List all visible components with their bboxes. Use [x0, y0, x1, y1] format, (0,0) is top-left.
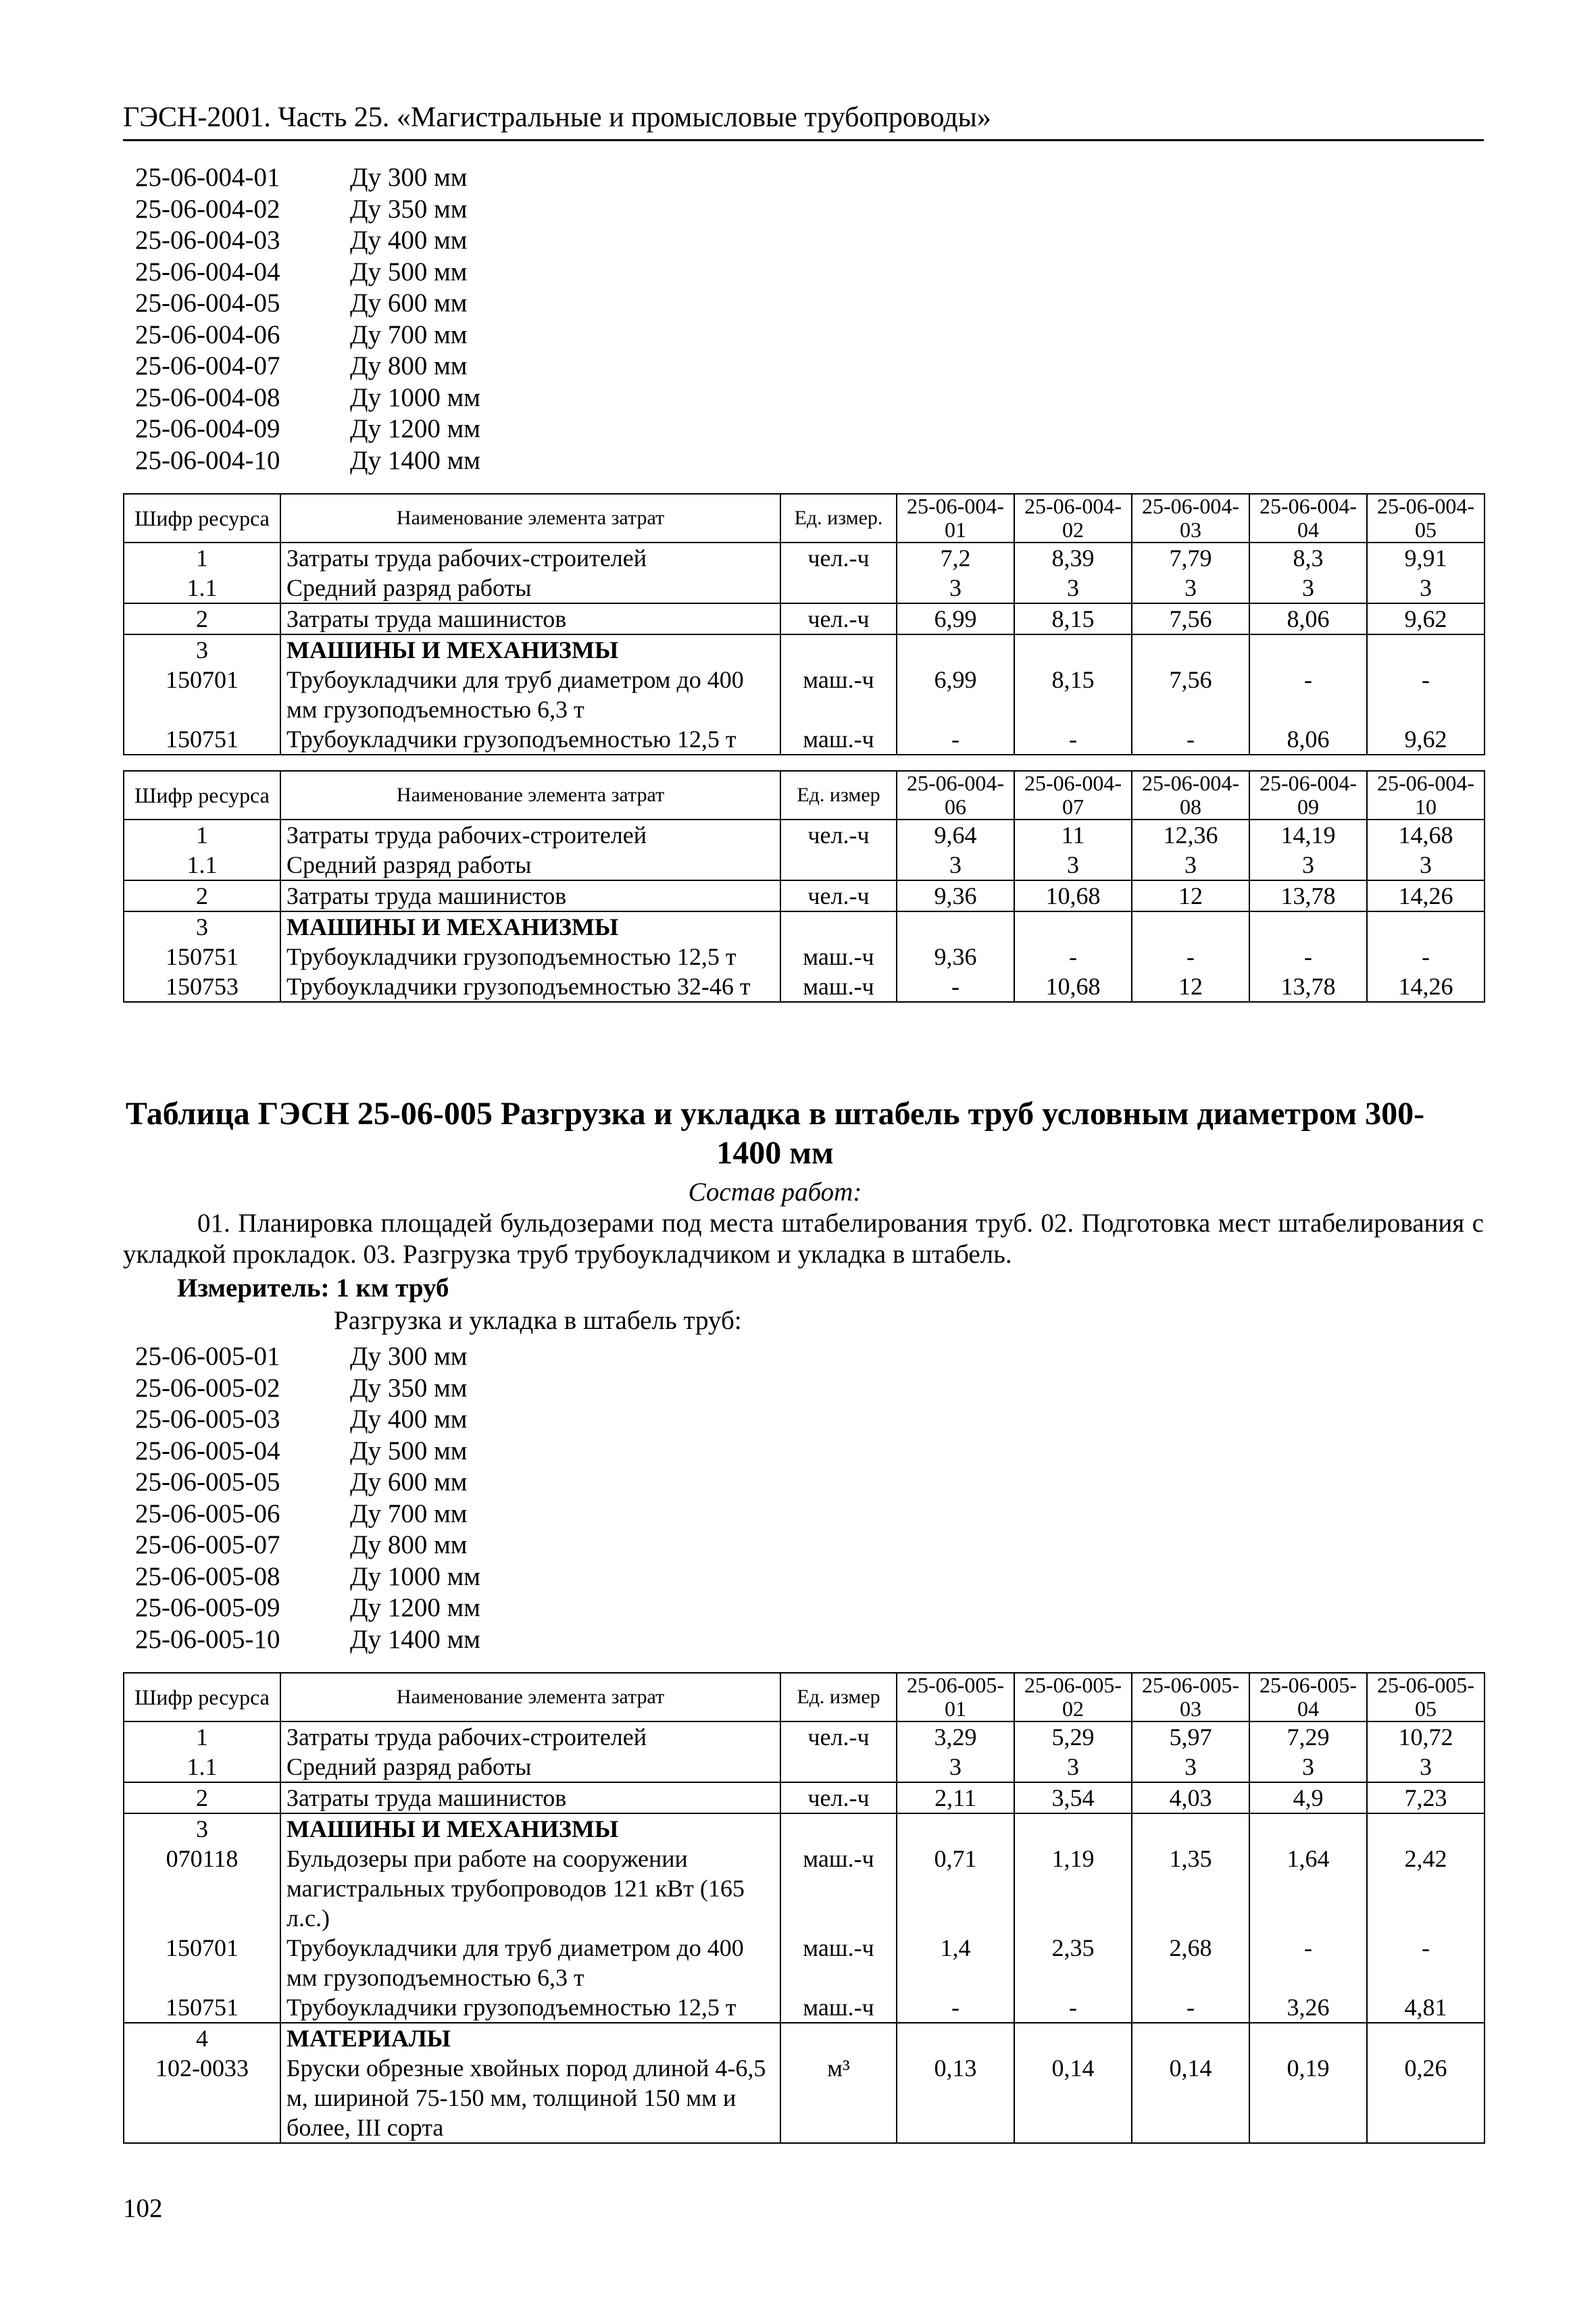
table-title: Таблица ГЭСН 25-06-005 Разгрузка и укладка в штабель труб условным диаметром 300-1400 мм: [125, 1096, 1425, 1171]
cell-value: 12: [1132, 972, 1249, 1002]
cell-value: 10,68: [1014, 972, 1132, 1002]
header-unit: Ед. измер.: [780, 494, 897, 543]
cell-empty: [1132, 911, 1249, 942]
item-name: Ду 1400 мм: [350, 1624, 480, 1654]
item-code: 25-06-005-06: [135, 1499, 280, 1528]
cell-empty: [1367, 1813, 1485, 1844]
composition-title: Состав работ:: [688, 1178, 862, 1207]
item-name: Ду 800 мм: [350, 1530, 468, 1559]
cell-value: 12,36: [1132, 820, 1249, 850]
item-name: Ду 300 мм: [350, 163, 468, 192]
header-col: 25-06-004-03: [1132, 494, 1249, 543]
cell-value: 3: [897, 1752, 1014, 1782]
table-row: [124, 2053, 1485, 2143]
table-header-row: [124, 494, 1485, 543]
cell-code: 3: [124, 911, 280, 942]
cell-value: 8,3: [1249, 543, 1367, 573]
header-name: Наименование элемента затрат: [280, 771, 780, 820]
cell-unit: [780, 850, 897, 880]
cell-unit: маш.-ч: [780, 665, 897, 724]
list-item: [135, 320, 480, 351]
resource-table-004-b: [123, 770, 1485, 1003]
cell-value: 3: [1367, 1752, 1485, 1782]
table-row: [124, 1782, 1485, 1813]
item-name: Ду 1000 мм: [350, 382, 480, 412]
page-number: 102: [123, 2194, 163, 2223]
cell-value: 1,19: [1014, 1844, 1132, 1933]
list-item: [135, 288, 480, 320]
cell-value: 5,97: [1132, 1721, 1249, 1752]
table-row: [124, 972, 1485, 1002]
cell-unit: [780, 1752, 897, 1782]
cell-code: 150701: [124, 1933, 280, 1992]
resource-table-005: [123, 1672, 1485, 2144]
table-row: [124, 603, 1485, 634]
cell-value: -: [1249, 665, 1367, 724]
cell-empty: [780, 2023, 897, 2053]
cell-code: 2: [124, 880, 280, 911]
cell-name: Затраты труда машинистов: [280, 880, 780, 911]
cell-code: 150753: [124, 972, 280, 1002]
cell-value: 7,29: [1249, 1721, 1367, 1752]
cell-value: 9,64: [897, 820, 1014, 850]
header-unit: Ед. измер: [780, 771, 897, 820]
cell-code: 1: [124, 1721, 280, 1752]
cell-value: 3: [897, 573, 1014, 603]
cell-value: 3: [1132, 850, 1249, 880]
cell-value: 9,36: [897, 942, 1014, 972]
cell-value: -: [1132, 1992, 1249, 2023]
cell-value: 2,42: [1367, 1844, 1485, 1933]
item-name: Ду 1200 мм: [350, 414, 480, 443]
list-item: [135, 257, 480, 288]
cell-name: Средний разряд работы: [280, 1752, 780, 1782]
item-code: 25-06-005-05: [135, 1467, 280, 1496]
cell-code: 150751: [124, 724, 280, 755]
item-code: 25-06-004-09: [135, 414, 280, 443]
cell-empty: [897, 1813, 1014, 1844]
cell-empty: [1132, 1813, 1249, 1844]
item-name: Ду 700 мм: [350, 320, 468, 349]
cell-value: -: [1367, 665, 1485, 724]
cell-empty: [897, 634, 1014, 665]
cell-section-name: МАШИНЫ И МЕХАНИЗМЫ: [280, 911, 780, 942]
cell-value: -: [1014, 1992, 1132, 2023]
header-name: Наименование элемента затрат: [280, 1673, 780, 1721]
cell-empty: [1132, 2023, 1249, 2053]
item-name: Ду 600 мм: [350, 288, 468, 318]
cell-name: Трубоукладчики грузоподъемностью 12,5 т: [280, 1992, 780, 2023]
cell-value: 3: [1014, 850, 1132, 880]
item-code: 25-06-004-04: [135, 257, 280, 286]
cell-unit: маш.-ч: [780, 1992, 897, 2023]
cell-value: -: [897, 724, 1014, 755]
header-col: 25-06-004-01: [897, 494, 1014, 543]
table-row: [124, 911, 1485, 942]
cell-code: 1: [124, 543, 280, 573]
item-code: 25-06-004-03: [135, 226, 280, 255]
cell-name: Затраты труда рабочих-строителей: [280, 820, 780, 850]
item-code: 25-06-004-10: [135, 445, 280, 475]
cell-value: 7,2: [897, 543, 1014, 573]
cell-value: 4,9: [1249, 1782, 1367, 1813]
list-item: [135, 1373, 480, 1405]
header-name: Наименование элемента затрат: [280, 494, 780, 543]
cell-value: 13,78: [1249, 972, 1367, 1002]
item-code: 25-06-005-03: [135, 1405, 280, 1434]
list-item: [135, 1530, 480, 1561]
table-row: [124, 573, 1485, 603]
cell-name: Трубоукладчики для труб диаметром до 400 мм грузоподъемностью 6,3 т: [280, 665, 780, 724]
cell-code: 1.1: [124, 1752, 280, 1782]
cell-name: Затраты труда рабочих-строителей: [280, 1721, 780, 1752]
list-item: [135, 1436, 480, 1467]
cell-unit: чел.-ч: [780, 820, 897, 850]
cell-name: Средний разряд работы: [280, 573, 780, 603]
cell-unit: [780, 573, 897, 603]
header-col: 25-06-004-08: [1132, 771, 1249, 820]
item-code: 25-06-005-02: [135, 1373, 280, 1403]
cell-section-name: МАТЕРИАЛЫ: [280, 2023, 780, 2053]
item-code: 25-06-005-10: [135, 1624, 280, 1654]
item-name: Ду 400 мм: [350, 1405, 468, 1434]
cell-value: 8,39: [1014, 543, 1132, 573]
cell-value: 2,68: [1132, 1933, 1249, 1992]
cell-value: -: [1367, 942, 1485, 972]
cell-name: Средний разряд работы: [280, 850, 780, 880]
cell-value: 3: [1249, 1752, 1367, 1782]
list-item: [135, 1592, 480, 1624]
item-name: Ду 1200 мм: [350, 1593, 480, 1622]
cell-value: 1,4: [897, 1933, 1014, 1992]
cell-section-name: МАШИНЫ И МЕХАНИЗМЫ: [280, 634, 780, 665]
cell-value: 0,13: [897, 2053, 1014, 2143]
cell-value: 14,19: [1249, 820, 1367, 850]
header-col: 25-06-005-04: [1249, 1673, 1367, 1721]
item-code: 25-06-005-08: [135, 1561, 280, 1591]
cell-value: 3: [1132, 1752, 1249, 1782]
header-col: 25-06-005-05: [1367, 1673, 1485, 1721]
cell-empty: [1014, 634, 1132, 665]
header-col: 25-06-004-06: [897, 771, 1014, 820]
cell-value: 3: [1132, 573, 1249, 603]
composition-text: 01. Планировка площадей бульдозерами под места штабелирования труб. 02. Подготовка мест штабелирования с укладкой прокладок. 03. Разгрузка труб трубоукладчиком и укладка в штабель.: [123, 1209, 1484, 1269]
cell-value: 3: [1249, 573, 1367, 603]
page-header: ГЭСН-2001. Часть 25. «Магистральные и промысловые трубопроводы»: [123, 100, 1484, 141]
cell-name: Трубоукладчики для труб диаметром до 400 мм грузоподъемностью 6,3 т: [280, 1933, 780, 1992]
cell-value: 14,26: [1367, 880, 1485, 911]
cell-value: 5,29: [1014, 1721, 1132, 1752]
cell-value: 3,54: [1014, 1782, 1132, 1813]
list-item: [135, 1467, 480, 1499]
item-name: Ду 1400 мм: [350, 445, 480, 475]
cell-unit: чел.-ч: [780, 543, 897, 573]
cell-code: 2: [124, 1782, 280, 1813]
cell-empty: [1014, 1813, 1132, 1844]
cell-name: Затраты труда машинистов: [280, 1782, 780, 1813]
cell-empty: [1367, 2023, 1485, 2053]
table-row: [124, 665, 1485, 724]
header-col: 25-06-004-04: [1249, 494, 1367, 543]
list-item: [135, 1624, 480, 1656]
table-row: [124, 880, 1485, 911]
cell-value: -: [897, 972, 1014, 1002]
cell-code: 1: [124, 820, 280, 850]
cell-empty: [897, 911, 1014, 942]
cell-empty: [1249, 634, 1367, 665]
cell-value: 8,15: [1014, 665, 1132, 724]
cell-value: 10,68: [1014, 880, 1132, 911]
cell-value: 3,26: [1249, 1992, 1367, 2023]
cell-code: 150751: [124, 1992, 280, 2023]
cell-value: 3: [1014, 1752, 1132, 1782]
cell-value: -: [897, 1992, 1014, 2023]
table-row: [124, 1933, 1485, 1992]
list-item: [135, 1404, 480, 1436]
cell-empty: [780, 1813, 897, 1844]
cell-empty: [1132, 634, 1249, 665]
cell-name: Затраты труда рабочих-строителей: [280, 543, 780, 573]
cell-value: 14,26: [1367, 972, 1485, 1002]
table-row: [124, 1721, 1485, 1752]
item-name: Ду 500 мм: [350, 257, 468, 286]
cell-value: 0,14: [1014, 2053, 1132, 2143]
item-code: 25-06-005-09: [135, 1593, 280, 1622]
cell-value: 8,06: [1249, 724, 1367, 755]
cell-value: 3,29: [897, 1721, 1014, 1752]
table-row: [124, 634, 1485, 665]
cell-code: 150751: [124, 942, 280, 972]
cell-value: 0,19: [1249, 2053, 1367, 2143]
cell-value: 12: [1132, 880, 1249, 911]
item-code: 25-06-004-07: [135, 351, 280, 380]
cell-value: 8,06: [1249, 603, 1367, 634]
table-row: [124, 820, 1485, 850]
cell-value: -: [1014, 942, 1132, 972]
cell-value: 2,35: [1014, 1933, 1132, 1992]
cell-value: 9,36: [897, 880, 1014, 911]
header-col: 25-06-004-09: [1249, 771, 1367, 820]
cell-value: 3: [1014, 573, 1132, 603]
list-item: [135, 225, 480, 257]
cell-unit: чел.-ч: [780, 880, 897, 911]
cell-value: 1,64: [1249, 1844, 1367, 1933]
cell-value: -: [1014, 724, 1132, 755]
item-name: Ду 300 мм: [350, 1342, 468, 1371]
cell-unit: м³: [780, 2053, 897, 2143]
cell-value: 9,91: [1367, 543, 1485, 573]
list-item: [135, 1499, 480, 1530]
cell-empty: [1367, 911, 1485, 942]
cell-value: 1,35: [1132, 1844, 1249, 1933]
cell-empty: [897, 2023, 1014, 2053]
item-name: Ду 800 мм: [350, 351, 468, 380]
cell-code: 1.1: [124, 573, 280, 603]
cell-value: 4,03: [1132, 1782, 1249, 1813]
cell-code: 070118: [124, 1844, 280, 1933]
cell-code: 2: [124, 603, 280, 634]
cell-name: Трубоукладчики грузоподъемностью 12,5 т: [280, 724, 780, 755]
cell-value: 9,62: [1367, 603, 1485, 634]
cell-unit: чел.-ч: [780, 1782, 897, 1813]
cell-code: 102-0033: [124, 2053, 280, 2143]
header-code: Шифр ресурса: [124, 1673, 280, 1721]
cell-empty: [780, 634, 897, 665]
cell-value: -: [1367, 1933, 1485, 1992]
table-row: [124, 1752, 1485, 1782]
item-name: Ду 400 мм: [350, 226, 468, 255]
cell-empty: [780, 911, 897, 942]
table-header-row: [124, 771, 1485, 820]
item-code: 25-06-004-02: [135, 194, 280, 224]
cell-value: 7,56: [1132, 665, 1249, 724]
code-list-004: [135, 162, 480, 476]
cell-name: Бульдозеры при работе на сооружении магистральных трубопроводов 121 кВт (165 л.с.): [280, 1844, 780, 1933]
cell-value: 3: [1367, 573, 1485, 603]
cell-unit: маш.-ч: [780, 724, 897, 755]
table-row: [124, 543, 1485, 573]
cell-name: Трубоукладчики грузоподъемностью 12,5 т: [280, 942, 780, 972]
item-code: 25-06-004-05: [135, 288, 280, 318]
header-col: 25-06-005-02: [1014, 1673, 1132, 1721]
item-name: Ду 1000 мм: [350, 1561, 480, 1591]
table-row: [124, 1813, 1485, 1844]
item-name: Ду 600 мм: [350, 1467, 468, 1496]
item-name: Ду 700 мм: [350, 1499, 468, 1528]
cell-value: 0,14: [1132, 2053, 1249, 2143]
cell-empty: [1249, 2023, 1367, 2053]
header-col: 25-06-004-02: [1014, 494, 1132, 543]
cell-value: 6,99: [897, 603, 1014, 634]
cell-value: 0,71: [897, 1844, 1014, 1933]
header-col: 25-06-005-03: [1132, 1673, 1249, 1721]
code-list-005: [135, 1341, 480, 1655]
list-item: [135, 1341, 480, 1373]
cell-value: 3: [1367, 850, 1485, 880]
cell-value: 6,99: [897, 665, 1014, 724]
cell-empty: [1014, 911, 1132, 942]
cell-unit: маш.-ч: [780, 1933, 897, 1992]
cell-value: 13,78: [1249, 880, 1367, 911]
cell-code: 150701: [124, 665, 280, 724]
item-code: 25-06-004-01: [135, 163, 280, 192]
cell-value: 7,79: [1132, 543, 1249, 573]
table-row: [124, 2023, 1485, 2053]
item-name: Ду 350 мм: [350, 194, 468, 224]
table-row: [124, 724, 1485, 755]
cell-value: 8,15: [1014, 603, 1132, 634]
meter-label: Измеритель: 1 км труб: [177, 1274, 449, 1303]
cell-code: 4: [124, 2023, 280, 2053]
cell-value: -: [1132, 942, 1249, 972]
header-col: 25-06-005-01: [897, 1673, 1014, 1721]
header-unit: Ед. измер: [780, 1673, 897, 1721]
cell-name: Трубоукладчики грузоподъемностью 32-46 т: [280, 972, 780, 1002]
item-code: 25-06-005-07: [135, 1530, 280, 1559]
cell-value: 3: [1249, 850, 1367, 880]
header-code: Шифр ресурса: [124, 771, 280, 820]
cell-name: Затраты труда машинистов: [280, 603, 780, 634]
list-item: [135, 413, 480, 445]
cell-value: 4,81: [1367, 1992, 1485, 2023]
cell-code: 3: [124, 1813, 280, 1844]
cell-value: 0,26: [1367, 2053, 1485, 2143]
cell-value: 7,23: [1367, 1782, 1485, 1813]
list-item: [135, 445, 480, 477]
cell-value: -: [1249, 1933, 1367, 1992]
header-col: 25-06-004-05: [1367, 494, 1485, 543]
cell-code: 1.1: [124, 850, 280, 880]
cell-unit: маш.-ч: [780, 942, 897, 972]
cell-value: 10,72: [1367, 1721, 1485, 1752]
cell-name: Бруски обрезные хвойных пород длиной 4-6,5 м, шириной 75-150 мм, толщиной 150 мм и более, III сорта: [280, 2053, 780, 2143]
header-col: 25-06-004-10: [1367, 771, 1485, 820]
table-row: [124, 850, 1485, 880]
item-code: 25-06-004-08: [135, 382, 280, 412]
cell-empty: [1014, 2023, 1132, 2053]
cell-value: 2,11: [897, 1782, 1014, 1813]
table-header-row: [124, 1673, 1485, 1721]
list-item: [135, 351, 480, 382]
list-item: [135, 194, 480, 226]
cell-empty: [1249, 911, 1367, 942]
cell-unit: маш.-ч: [780, 972, 897, 1002]
list-item: [135, 382, 480, 414]
resource-table-004-a: [123, 493, 1485, 755]
cell-unit: маш.-ч: [780, 1844, 897, 1933]
cell-value: 14,68: [1367, 820, 1485, 850]
table-row: [124, 942, 1485, 972]
list-item: [135, 1561, 480, 1593]
cell-value: 7,56: [1132, 603, 1249, 634]
list-item: [135, 162, 480, 194]
item-code: 25-06-004-06: [135, 320, 280, 349]
table-row: [124, 1844, 1485, 1933]
cell-value: 3: [897, 850, 1014, 880]
cell-value: -: [1132, 724, 1249, 755]
cell-value: -: [1249, 942, 1367, 972]
item-name: Ду 500 мм: [350, 1436, 468, 1465]
item-code: 25-06-005-04: [135, 1436, 280, 1465]
cell-section-name: МАШИНЫ И МЕХАНИЗМЫ: [280, 1813, 780, 1844]
cell-value: 9,62: [1367, 724, 1485, 755]
works-sublabel: Разгрузка и укладка в штабель труб:: [334, 1306, 742, 1335]
header-col: 25-06-004-07: [1014, 771, 1132, 820]
item-code: 25-06-005-01: [135, 1342, 280, 1371]
cell-value: 11: [1014, 820, 1132, 850]
item-name: Ду 350 мм: [350, 1373, 468, 1403]
cell-unit: чел.-ч: [780, 1721, 897, 1752]
header-code: Шифр ресурса: [124, 494, 280, 543]
cell-unit: чел.-ч: [780, 603, 897, 634]
cell-empty: [1249, 1813, 1367, 1844]
cell-empty: [1367, 634, 1485, 665]
cell-code: 3: [124, 634, 280, 665]
table-row: [124, 1992, 1485, 2023]
